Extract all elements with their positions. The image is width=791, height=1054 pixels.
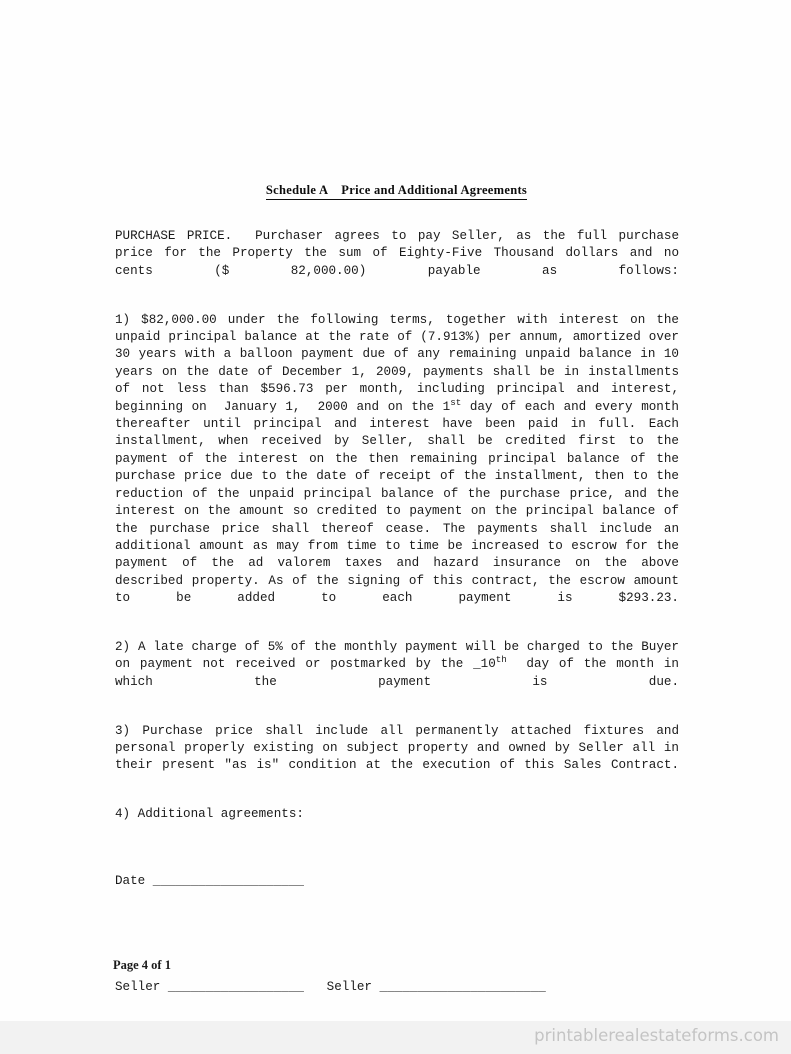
signature-row-separator [304, 980, 327, 994]
paragraph-clause-2 [115, 639, 687, 709]
clause-2-text-part-b: day of the month in which the payment is due. [115, 657, 687, 689]
clause-1-text-part-b: day of each and every month thereafter until principal and interest have been paid in full. Each installment, when received by Seller, shall be credited first to the payment of the interest on the then remaining principal balance of the purchase price due to the date of receipt of the installment, then to the reduction of the unpaid principal balance of the purchase price, and the interest on the amount so credited to payment on the principal balance of the purchase price shall thereof cease. The payments shall include an additional amount as may from time to time be increased to escrow for the payment of the ad valorem taxes and hazard insurance on the above described property. As of the signing of this contract, the escrow amount to be added to each payment is $293.23. [115, 399, 687, 606]
paragraph-clause-1 [115, 312, 695, 625]
page-title: Schedule A Price and Additional Agreements [266, 183, 527, 200]
seller-2-input-line[interactable]: ______________________ [379, 980, 546, 995]
clause-2-text-part-a: 2) A late charge of 5% of the monthly payment will be charged to the Buyer on payment not received or postmarked by the _10 [115, 639, 687, 672]
document-body [115, 228, 695, 855]
date-signature-row [115, 873, 679, 890]
seller-1-label: Seller [115, 980, 168, 995]
signature-section [115, 838, 679, 1032]
paragraph-clause-4: 4) Additional agreements: [115, 807, 304, 822]
clause-2-ordinal-suffix: th [495, 654, 507, 666]
paragraph-purchase-price: PURCHASE PRICE. Purchaser agrees to pay Seller, as the full purchase price for the Property the sum of Eighty-Five Thousand dollars and no cents ($ 82,000.00) payable as follows: [115, 229, 687, 278]
date-input-line[interactable]: ____________________ [152, 873, 304, 888]
seller-signature-row [115, 979, 679, 996]
seller-1-input-line[interactable]: __________________ [167, 980, 304, 995]
clause-1-ordinal-suffix: st [450, 396, 462, 408]
page-number-label: Page 4 of 1 [113, 958, 171, 972]
seller-2-label: Seller [326, 980, 380, 995]
watermark-site-label: printablerealestateforms.com [534, 1026, 779, 1045]
paragraph-clause-3: 3) Purchase price shall include all permanently attached fixtures and personal properly existing on subject property and owned by Seller all in their present "as is" condition at the execution of this Sales Contract. [115, 723, 687, 773]
document-title-container [115, 181, 678, 200]
date-label: Date [115, 873, 153, 888]
clause-1-text-part-a: 1) $82,000.00 under the following terms, together with interest on the unpaid principal balance at the rate of (7.913%) per annum, amortized over 30 years with a balloon payment due of any remaining unpaid balance in 10 years on the date of December 1, 2009, payments shall be in installments of not less than $596.73 per month, including principal and interest, beginning on January 1, 2000 and on the 1 [115, 312, 695, 414]
